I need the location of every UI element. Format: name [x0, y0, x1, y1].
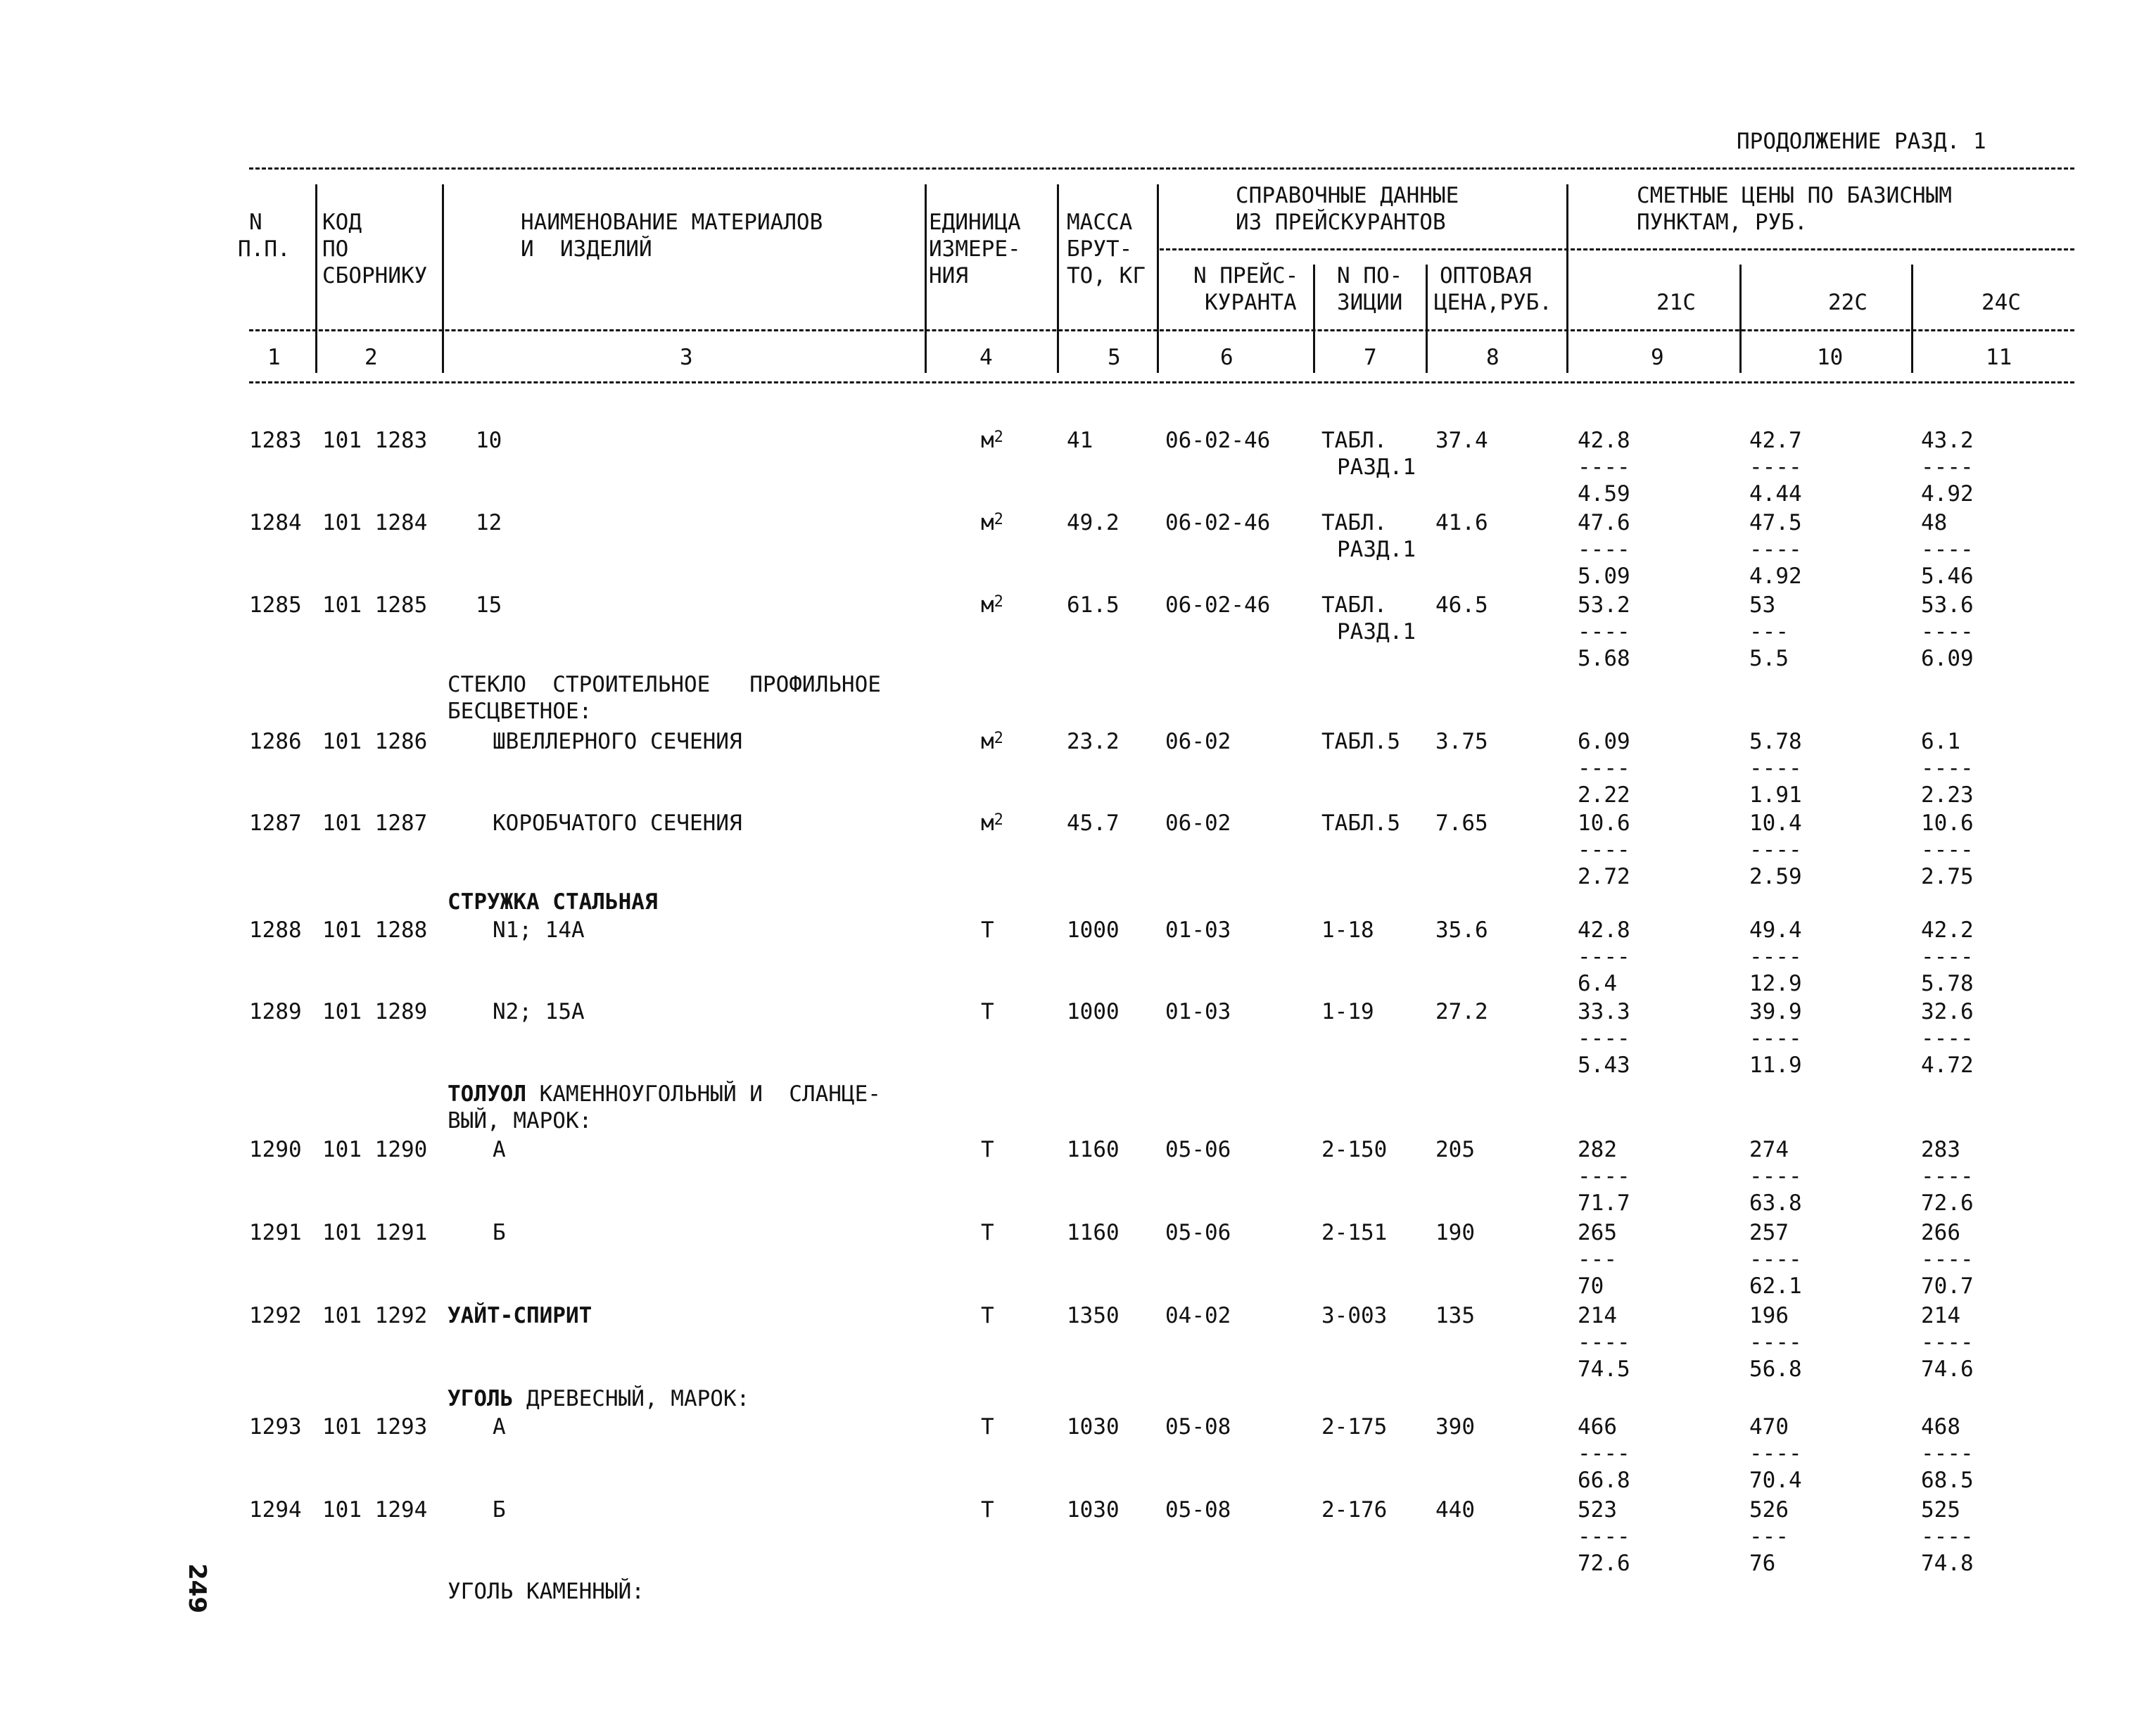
col-22c-label: 22С [1828, 290, 1868, 315]
row-p24-price: 266 [1921, 1220, 1960, 1245]
row-p21-price: 265 [1578, 1220, 1617, 1245]
row-p22-divider: ---- [1749, 1026, 1802, 1051]
row-wholesale-price: 135 [1435, 1303, 1475, 1328]
row-pricelist: 05-08 [1165, 1497, 1231, 1523]
row-p21-divider: ---- [1578, 756, 1630, 781]
row-p22-transport: 5.5 [1749, 646, 1789, 671]
row-p21-price: 33.3 [1578, 999, 1630, 1024]
col-name-label-2: И ИЗДЕЛИЙ [521, 236, 652, 262]
row-unit [981, 592, 1003, 618]
row-p22-divider: --- [1749, 619, 1789, 644]
row-mass: 1160 [1067, 1220, 1120, 1245]
vline-price [1566, 184, 1568, 373]
row-p24-transport: 5.78 [1921, 971, 1974, 996]
row-unit [981, 428, 1003, 453]
row-p22-transport: 62.1 [1749, 1273, 1802, 1299]
row-code: 101 1289 [322, 999, 428, 1024]
vline-unit [925, 184, 927, 373]
col-numbers-bottom-rule [249, 381, 2074, 383]
row-name: Б [493, 1497, 506, 1523]
row-p24-price: 6.1 [1921, 729, 1960, 754]
row-unit-base: м [981, 510, 994, 535]
row-p21-transport: 66.8 [1578, 1468, 1630, 1493]
row-wholesale-price: 205 [1435, 1137, 1475, 1162]
row-position: ТАБЛ. [1321, 592, 1388, 618]
group-heading-toluene-rest: КАМЕННОУГОЛЬНЫЙ И СЛАНЦЕ- [526, 1081, 881, 1107]
col-code-label: КОД [322, 210, 362, 235]
row-p21-divider: ---- [1578, 837, 1630, 863]
row-mass: 1030 [1067, 1414, 1120, 1440]
row-p21-price: 10.6 [1578, 811, 1630, 836]
col-wholesale-label: ОПТОВАЯ [1440, 263, 1532, 288]
row-p24-transport: 2.75 [1921, 864, 1974, 889]
row-wholesale-price: 35.6 [1435, 917, 1488, 943]
row-p22-price: 47.5 [1749, 510, 1802, 535]
row-unit-exponent: 2 [994, 811, 1003, 829]
row-position: 2-176 [1321, 1497, 1388, 1523]
row-pricelist: 06-02 [1165, 729, 1231, 754]
vline-24c [1911, 265, 1913, 373]
row-mass: 23.2 [1067, 729, 1120, 754]
row-unit [981, 999, 994, 1024]
row-position: 2-175 [1321, 1414, 1388, 1440]
row-wholesale-price: 3.75 [1435, 729, 1488, 754]
row-unit-base: Т [981, 1137, 994, 1162]
row-name: УАЙТ-СПИРИТ [448, 1303, 592, 1328]
row-position: ТАБЛ.5 [1321, 729, 1400, 754]
row-code: 101 1285 [322, 592, 428, 618]
row-number: 1290 [249, 1137, 302, 1162]
row-p24-divider: ---- [1921, 1524, 1974, 1549]
row-code: 101 1293 [322, 1414, 428, 1440]
row-p21-divider: ---- [1578, 1164, 1630, 1189]
row-number: 1286 [249, 729, 302, 754]
col-mass-label-2: БРУТ- [1067, 236, 1133, 262]
row-mass: 61.5 [1067, 592, 1120, 618]
row-name: N2; 15А [493, 999, 585, 1024]
row-p24-price: 42.2 [1921, 917, 1974, 943]
row-unit-base: Т [981, 1414, 994, 1440]
row-unit-exponent: 2 [994, 511, 1003, 528]
row-unit [981, 1137, 994, 1162]
row-p22-price: 196 [1749, 1303, 1789, 1328]
row-unit-base: м [981, 729, 994, 754]
row-p22-transport: 76 [1749, 1551, 1776, 1576]
row-number: 1293 [249, 1414, 302, 1440]
row-name: 12 [476, 510, 502, 535]
row-p22-divider: ---- [1749, 1441, 1802, 1466]
row-code: 101 1292 [322, 1303, 428, 1328]
row-p21-divider: ---- [1578, 619, 1630, 644]
row-p22-divider: ---- [1749, 1330, 1802, 1355]
row-mass: 1030 [1067, 1497, 1120, 1523]
row-p21-transport: 72.6 [1578, 1551, 1630, 1576]
row-mass: 1350 [1067, 1303, 1120, 1328]
row-unit-base: м [981, 592, 994, 618]
row-unit [981, 1497, 994, 1523]
row-unit-base: м [981, 428, 994, 453]
row-p24-transport: 2.23 [1921, 782, 1974, 808]
col-number-11: 11 [1986, 345, 2012, 370]
row-unit-base: Т [981, 1497, 994, 1523]
row-p24-divider: ---- [1921, 537, 1974, 562]
group-heading-shavings: СТРУЖКА СТАЛЬНАЯ [448, 889, 658, 915]
col-price-group-label-2: ПУНКТАМ, РУБ. [1637, 210, 1808, 235]
row-wholesale-price: 27.2 [1435, 999, 1488, 1024]
row-position-2: РАЗД.1 [1337, 455, 1416, 480]
row-pricelist: 06-02-46 [1165, 428, 1271, 453]
row-p21-transport: 5.68 [1578, 646, 1630, 671]
row-p21-divider: --- [1578, 1247, 1617, 1272]
row-pricelist: 05-06 [1165, 1220, 1231, 1245]
row-p22-divider: ---- [1749, 537, 1802, 562]
row-wholesale-price: 46.5 [1435, 592, 1488, 618]
col-number-2: 2 [364, 345, 378, 370]
row-pricelist: 05-08 [1165, 1414, 1231, 1440]
row-unit [981, 811, 1003, 836]
row-p22-price: 49.4 [1749, 917, 1802, 943]
row-p22-transport: 1.91 [1749, 782, 1802, 808]
row-unit-base: Т [981, 999, 994, 1024]
col-code-label-2: ПО [322, 236, 349, 262]
row-number: 1283 [249, 428, 302, 453]
row-number: 1288 [249, 917, 302, 943]
col-ref-group-label: СПРАВОЧНЫЕ ДАННЫЕ [1236, 183, 1459, 208]
row-p22-transport: 56.8 [1749, 1357, 1802, 1382]
row-p21-price: 42.8 [1578, 917, 1630, 943]
row-unit-exponent: 2 [994, 593, 1003, 611]
group-heading-toluene-bold: ТОЛУОЛ [448, 1081, 526, 1107]
row-p22-price: 274 [1749, 1137, 1789, 1162]
vline-wholesale [1426, 265, 1428, 373]
col-number-6: 6 [1220, 345, 1234, 370]
row-p24-transport: 5.46 [1921, 564, 1974, 589]
row-p24-transport: 72.6 [1921, 1190, 1974, 1216]
row-p22-transport: 4.92 [1749, 564, 1802, 589]
row-p24-price: 48 [1921, 510, 1948, 535]
row-p24-divider: ---- [1921, 1164, 1974, 1189]
col-pricelist-label: N ПРЕЙС- [1193, 263, 1299, 288]
row-code: 101 1286 [322, 729, 428, 754]
vline-ref [1157, 184, 1159, 373]
col-number-9: 9 [1651, 345, 1664, 370]
row-position-2: РАЗД.1 [1337, 537, 1416, 562]
col-unit-label: ЕДИНИЦА [929, 210, 1021, 235]
row-p22-price: 470 [1749, 1414, 1789, 1440]
row-p24-price: 32.6 [1921, 999, 1974, 1024]
row-mass: 1160 [1067, 1137, 1120, 1162]
row-name: 15 [476, 592, 502, 618]
group-heading-toluene [448, 1081, 881, 1107]
col-21c-label: 21С [1656, 290, 1696, 315]
row-pricelist: 01-03 [1165, 999, 1231, 1024]
row-p21-divider: ---- [1578, 455, 1630, 480]
vline-name [442, 184, 444, 373]
row-p24-transport: 4.92 [1921, 481, 1974, 507]
page-number: 249 [183, 1563, 211, 1613]
row-name: КОРОБЧАТОГО СЕЧЕНИЯ [493, 811, 742, 836]
row-p22-price: 257 [1749, 1220, 1789, 1245]
header-bottom-rule [249, 329, 2074, 331]
row-p24-divider: ---- [1921, 756, 1974, 781]
row-p22-transport: 12.9 [1749, 971, 1802, 996]
row-p21-price: 42.8 [1578, 428, 1630, 453]
row-p22-transport: 4.44 [1749, 481, 1802, 507]
row-p22-divider: ---- [1749, 455, 1802, 480]
row-pricelist: 01-03 [1165, 917, 1231, 943]
row-p24-transport: 74.8 [1921, 1551, 1974, 1576]
row-p22-transport: 2.59 [1749, 864, 1802, 889]
row-p24-divider: ---- [1921, 837, 1974, 863]
row-position: ТАБЛ. [1321, 428, 1388, 453]
vline-pos [1313, 265, 1315, 373]
row-p21-divider: ---- [1578, 1524, 1630, 1549]
row-mass: 41 [1067, 428, 1093, 453]
row-name: А [493, 1137, 506, 1162]
group-heading-coal: УГОЛЬ КАМЕННЫЙ: [448, 1579, 645, 1604]
vline-code [315, 184, 317, 373]
row-unit-base: Т [981, 1220, 994, 1245]
row-p21-transport: 5.43 [1578, 1053, 1630, 1078]
col-mass-label-3: ТО, КГ [1067, 263, 1146, 288]
row-p24-price: 10.6 [1921, 811, 1974, 836]
row-p21-transport: 5.09 [1578, 564, 1630, 589]
row-p21-divider: ---- [1578, 1441, 1630, 1466]
row-p22-divider: ---- [1749, 837, 1802, 863]
row-code: 101 1287 [322, 811, 428, 836]
row-pricelist: 06-02 [1165, 811, 1231, 836]
row-p24-divider: ---- [1921, 1330, 1974, 1355]
row-unit-base: м [981, 811, 994, 836]
row-p22-divider: --- [1749, 1524, 1789, 1549]
row-p21-transport: 2.72 [1578, 864, 1630, 889]
col-n-label: N [249, 210, 262, 235]
group-heading-glass-2: БЕСЦВЕТНОЕ: [448, 699, 592, 724]
col-number-3: 3 [680, 345, 693, 370]
row-p24-price: 53.6 [1921, 592, 1974, 618]
row-p24-transport: 6.09 [1921, 646, 1974, 671]
row-p22-price: 10.4 [1749, 811, 1802, 836]
row-p24-price: 525 [1921, 1497, 1960, 1523]
row-p22-divider: ---- [1749, 1164, 1802, 1189]
row-p21-price: 466 [1578, 1414, 1617, 1440]
row-p22-price: 53 [1749, 592, 1776, 618]
row-number: 1289 [249, 999, 302, 1024]
row-mass: 1000 [1067, 917, 1120, 943]
col-number-8: 8 [1486, 345, 1499, 370]
col-mass-label: МАССА [1067, 210, 1133, 235]
row-position: 1-19 [1321, 999, 1374, 1024]
row-p21-price: 282 [1578, 1137, 1617, 1162]
row-p21-divider: ---- [1578, 1026, 1630, 1051]
continuation-note: ПРОДОЛЖЕНИЕ РАЗД. 1 [1737, 129, 1986, 154]
row-p24-divider: ---- [1921, 619, 1974, 644]
group-heading-charcoal-bold: УГОЛЬ [448, 1386, 514, 1411]
col-unit-label-3: НИЯ [929, 263, 968, 288]
row-unit-base: Т [981, 1303, 994, 1328]
row-p21-transport: 74.5 [1578, 1357, 1630, 1382]
row-unit [981, 1414, 994, 1440]
row-position: ТАБЛ. [1321, 510, 1388, 535]
row-p22-divider: ---- [1749, 944, 1802, 970]
row-position: 3-003 [1321, 1303, 1388, 1328]
row-position: 2-150 [1321, 1137, 1388, 1162]
row-p24-price: 283 [1921, 1137, 1960, 1162]
row-mass: 1000 [1067, 999, 1120, 1024]
row-unit [981, 1220, 994, 1245]
col-number-7: 7 [1364, 345, 1377, 370]
header-top-rule [249, 167, 2074, 170]
col-price-group-label: СМЕТНЫЕ ЦЕНЫ ПО БАЗИСНЫМ [1637, 183, 1952, 208]
row-name: А [493, 1414, 506, 1440]
row-mass: 49.2 [1067, 510, 1120, 535]
row-unit-base: Т [981, 917, 994, 943]
row-name: 10 [476, 428, 502, 453]
row-position: 2-151 [1321, 1220, 1388, 1245]
row-number: 1294 [249, 1497, 302, 1523]
row-p22-price: 42.7 [1749, 428, 1802, 453]
row-p24-price: 43.2 [1921, 428, 1974, 453]
row-pricelist: 06-02-46 [1165, 510, 1271, 535]
row-p21-price: 214 [1578, 1303, 1617, 1328]
row-p21-divider: ---- [1578, 944, 1630, 970]
row-unit-exponent: 2 [994, 730, 1003, 747]
row-pricelist: 04-02 [1165, 1303, 1231, 1328]
row-p24-transport: 70.7 [1921, 1273, 1974, 1299]
row-p21-divider: ---- [1578, 1330, 1630, 1355]
row-name: ШВЕЛЛЕРНОГО СЕЧЕНИЯ [493, 729, 742, 754]
row-unit [981, 1303, 994, 1328]
col-position-label-2: ЗИЦИИ [1337, 290, 1403, 315]
row-p22-price: 5.78 [1749, 729, 1802, 754]
row-p21-transport: 71.7 [1578, 1190, 1630, 1216]
col-position-label: N ПО- [1337, 263, 1403, 288]
col-number-10: 10 [1817, 345, 1844, 370]
row-wholesale-price: 41.6 [1435, 510, 1488, 535]
header-subgroup-rule [1160, 248, 2074, 250]
row-p21-transport: 6.4 [1578, 971, 1617, 996]
row-pricelist: 05-06 [1165, 1137, 1231, 1162]
row-name: N1; 14А [493, 917, 585, 943]
row-code: 101 1291 [322, 1220, 428, 1245]
row-p24-transport: 4.72 [1921, 1053, 1974, 1078]
col-24c-label: 24С [1981, 290, 2021, 315]
row-p21-transport: 70 [1578, 1273, 1604, 1299]
row-position: ТАБЛ.5 [1321, 811, 1400, 836]
row-unit [981, 510, 1003, 535]
row-p22-divider: ---- [1749, 756, 1802, 781]
row-unit-exponent: 2 [994, 428, 1003, 446]
col-number-1: 1 [267, 345, 281, 370]
col-name-label: НАИМЕНОВАНИЕ МАТЕРИАЛОВ [521, 210, 823, 235]
col-number-5: 5 [1108, 345, 1121, 370]
row-pricelist: 06-02-46 [1165, 592, 1271, 618]
group-heading-charcoal-rest: ДРЕВЕСНЫЙ, МАРОК: [513, 1386, 750, 1411]
row-unit [981, 729, 1003, 754]
group-heading-charcoal [448, 1386, 749, 1411]
row-wholesale-price: 390 [1435, 1414, 1475, 1440]
row-wholesale-price: 440 [1435, 1497, 1475, 1523]
row-code: 101 1294 [322, 1497, 428, 1523]
row-number: 1287 [249, 811, 302, 836]
row-number: 1285 [249, 592, 302, 618]
row-p21-price: 53.2 [1578, 592, 1630, 618]
row-unit [981, 917, 994, 943]
row-p22-transport: 63.8 [1749, 1190, 1802, 1216]
row-p22-price: 39.9 [1749, 999, 1802, 1024]
row-p24-transport: 68.5 [1921, 1468, 1974, 1493]
row-code: 101 1290 [322, 1137, 428, 1162]
vline-mass [1057, 184, 1059, 373]
col-pricelist-label-2: КУРАНТА [1205, 290, 1297, 315]
row-wholesale-price: 7.65 [1435, 811, 1488, 836]
row-p21-transport: 4.59 [1578, 481, 1630, 507]
row-p24-divider: ---- [1921, 1441, 1974, 1466]
col-code-label-3: СБОРНИКУ [322, 263, 428, 288]
row-code: 101 1288 [322, 917, 428, 943]
row-position: 1-18 [1321, 917, 1374, 943]
col-wholesale-label-2: ЦЕНА,РУБ. [1434, 290, 1552, 315]
row-p22-price: 526 [1749, 1497, 1789, 1523]
row-p24-divider: ---- [1921, 944, 1974, 970]
row-p24-transport: 74.6 [1921, 1357, 1974, 1382]
row-p24-divider: ---- [1921, 1026, 1974, 1051]
row-p24-price: 214 [1921, 1303, 1960, 1328]
row-p22-transport: 70.4 [1749, 1468, 1802, 1493]
row-p21-divider: ---- [1578, 537, 1630, 562]
row-position-2: РАЗД.1 [1337, 619, 1416, 644]
row-mass: 45.7 [1067, 811, 1120, 836]
col-ref-group-label-2: ИЗ ПРЕЙСКУРАНТОВ [1236, 210, 1446, 235]
row-code: 101 1284 [322, 510, 428, 535]
row-name: Б [493, 1220, 506, 1245]
col-unit-label-2: ИЗМЕРЕ- [929, 236, 1021, 262]
row-p22-divider: ---- [1749, 1247, 1802, 1272]
group-heading-toluene-2: ВЫЙ, МАРОК: [448, 1108, 592, 1133]
row-p24-divider: ---- [1921, 455, 1974, 480]
row-code: 101 1283 [322, 428, 428, 453]
row-p21-price: 6.09 [1578, 729, 1630, 754]
row-p21-price: 523 [1578, 1497, 1617, 1523]
row-wholesale-price: 190 [1435, 1220, 1475, 1245]
row-p24-divider: ---- [1921, 1247, 1974, 1272]
row-wholesale-price: 37.4 [1435, 428, 1488, 453]
col-number-4: 4 [979, 345, 993, 370]
row-p22-transport: 11.9 [1749, 1053, 1802, 1078]
row-number: 1292 [249, 1303, 302, 1328]
row-number: 1291 [249, 1220, 302, 1245]
col-n-label-2: П.П. [238, 236, 291, 262]
group-heading-glass: СТЕКЛО СТРОИТЕЛЬНОЕ ПРОФИЛЬНОЕ [448, 672, 881, 697]
row-p21-transport: 2.22 [1578, 782, 1630, 808]
row-number: 1284 [249, 510, 302, 535]
vline-22c [1739, 265, 1742, 373]
row-p21-price: 47.6 [1578, 510, 1630, 535]
row-p24-price: 468 [1921, 1414, 1960, 1440]
